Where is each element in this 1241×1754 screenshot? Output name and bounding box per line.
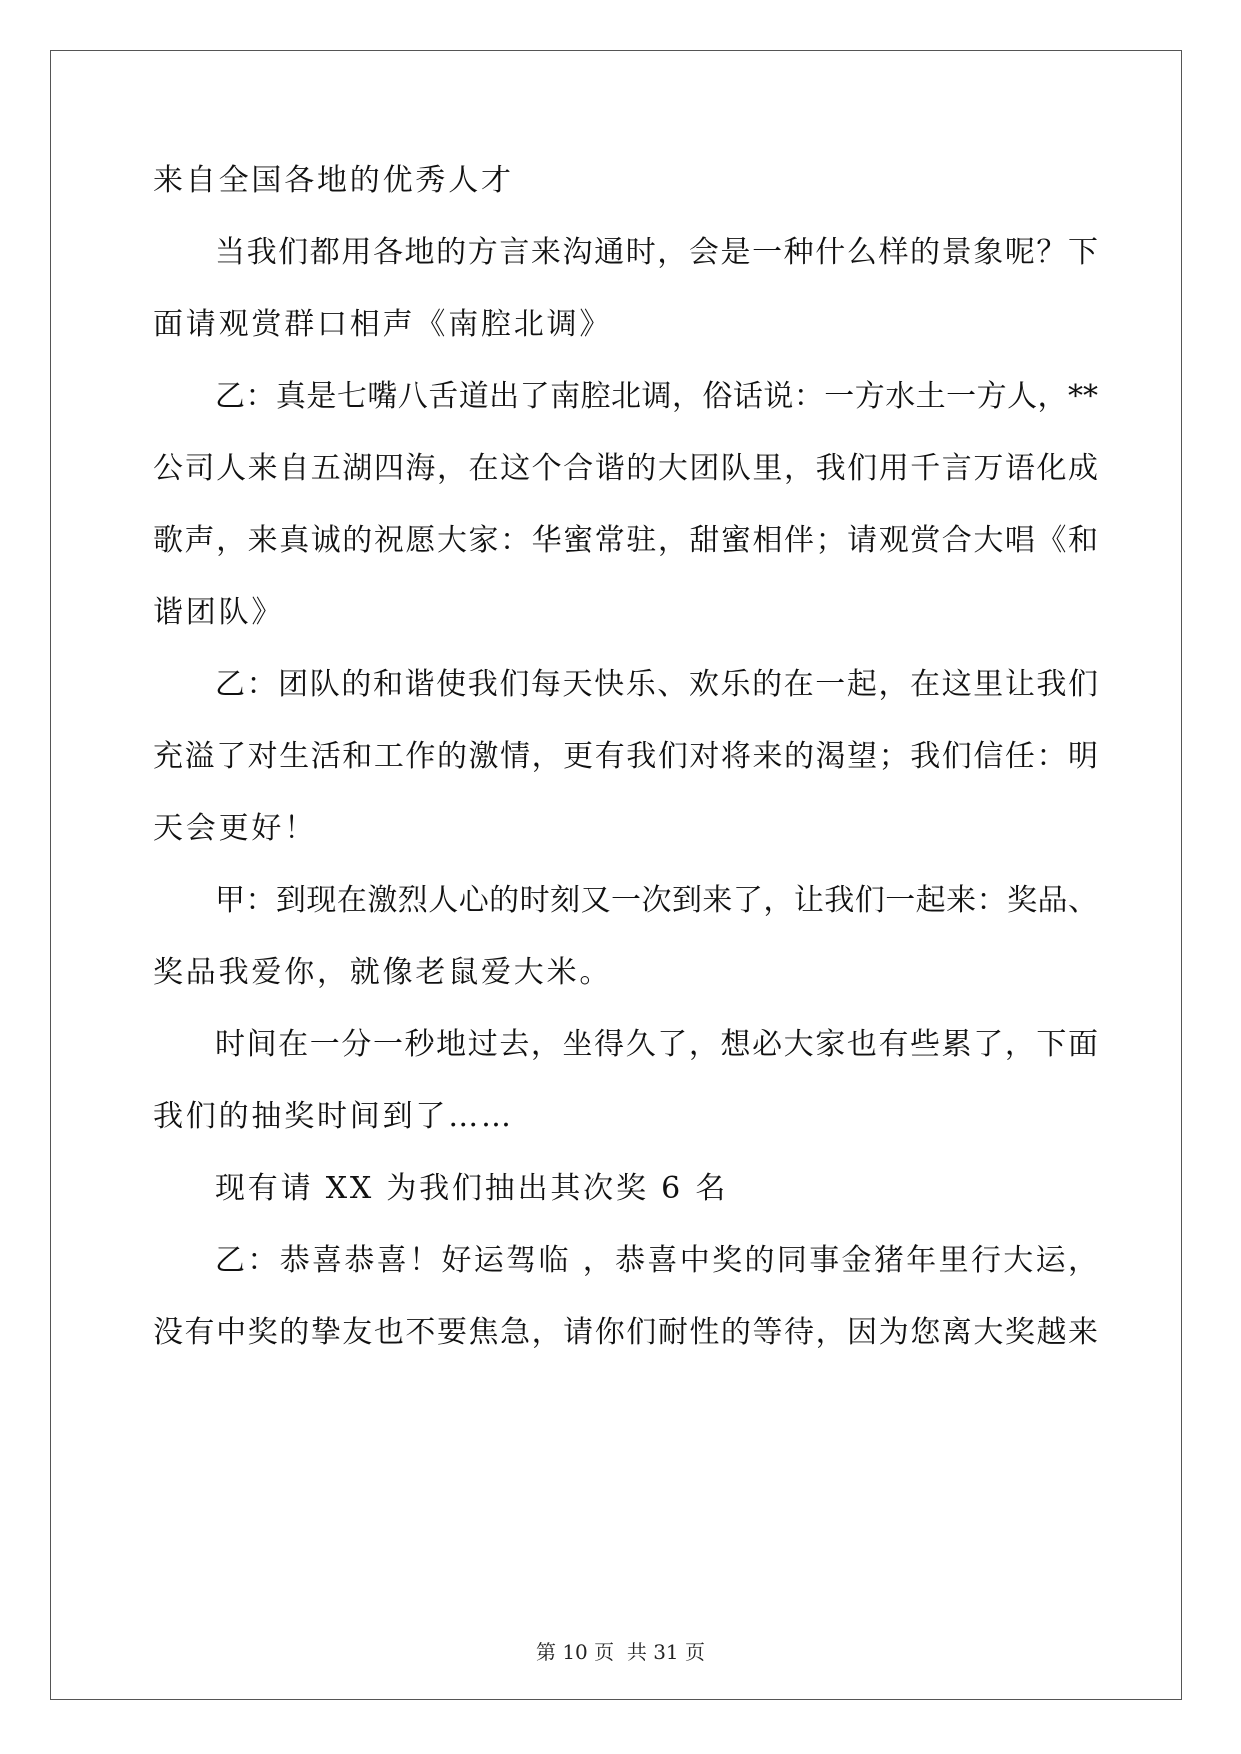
text-line-14: 我们的抽奖时间到了……	[153, 1099, 514, 1134]
text-line-17: 没有中奖的挚友也不要焦急，请你们耐性的等待，因为您离大奖越来	[153, 1315, 1098, 1350]
text-line-10: 天会更好！	[153, 811, 317, 846]
text-line-7: 谐团队》	[153, 595, 285, 630]
text-line-16: 乙：恭喜恭喜！好运驾临 ，恭喜中奖的同事金猪年里行大运，	[215, 1243, 1098, 1278]
text-line-13: 时间在一分一秒地过去，坐得久了，想必大家也有些累了，下面	[215, 1027, 1098, 1062]
text-line-5: 公司人来自五湖四海，在这个合谐的大团队里，我们用千言万语化成	[153, 451, 1098, 486]
text-line-8: 乙：团队的和谐使我们每天快乐、欢乐的在一起，在这里让我们	[215, 667, 1098, 702]
text-line-1: 来自全国各地的优秀人才	[153, 163, 514, 198]
text-line-2: 当我们都用各地的方言来沟通时，会是一种什么样的景象呢？下	[215, 235, 1098, 270]
text-line-11: 甲：到现在激烈人心的时刻又一次到来了，让我们一起来：奖品、	[215, 883, 1098, 918]
text-line-12: 奖品我爱你，就像老鼠爱大米。	[153, 955, 613, 990]
text-line-4: 乙：真是七嘴八舌道出了南腔北调，俗话说：一方水土一方人，**	[215, 379, 1098, 414]
page-number-footer: 第 10 页 共 31 页	[535, 1640, 706, 1664]
text-line-6: 歌声，来真诚的祝愿大家：华蜜常驻，甜蜜相伴；请观赏合大唱《和	[153, 523, 1098, 558]
text-line-15: 现有请 XX 为我们抽出其次奖 6 名	[215, 1171, 729, 1206]
page-border	[50, 50, 1182, 1700]
text-line-9: 充溢了对生活和工作的激情，更有我们对将来的渴望；我们信任：明	[153, 739, 1098, 774]
text-line-3: 面请观赏群口相声《南腔北调》	[153, 307, 613, 342]
